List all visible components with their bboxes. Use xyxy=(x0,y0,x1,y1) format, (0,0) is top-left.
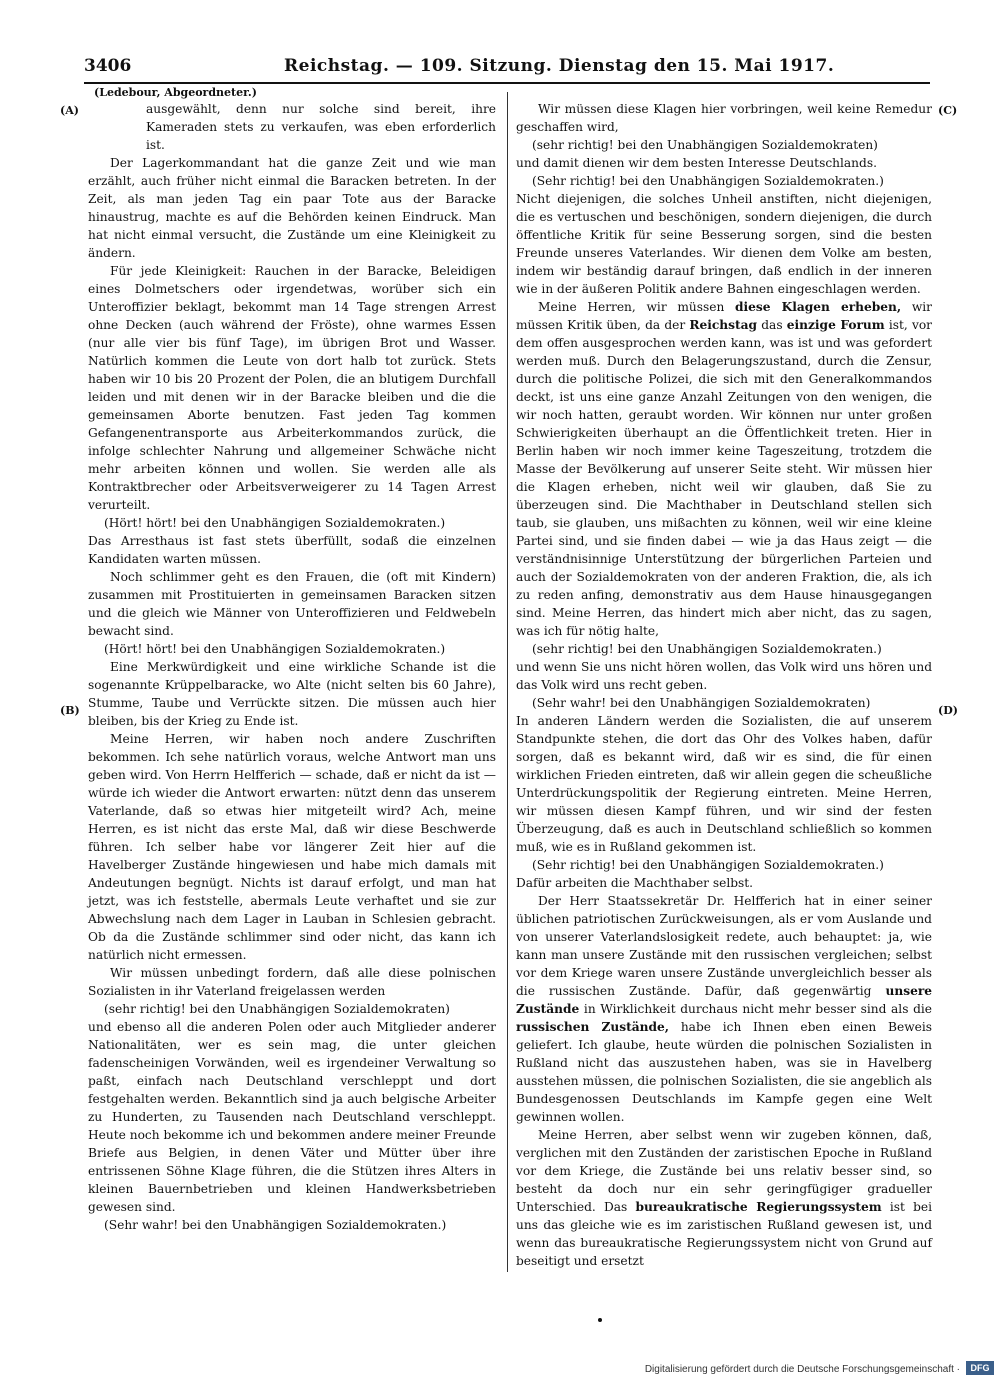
text-run: Meine Herren, wir müssen xyxy=(538,300,736,314)
paragraph: Nicht diejenigen, die solches Unheil anstiften, nicht diejenigen, die es vertuschen und beschönigen, sondern diejenigen, die durch öffentliche Kritik für seine Besserung sorgen, sind die besten Freunde unseres Vaterlandes. Wir dienen dem Volke am besten, indem wir beständig darauf bringen, daß endlich in der inneren wie in der äußeren Politik andere Bahnen eingeschlagen werden. xyxy=(516,192,932,296)
paragraph: In anderen Ländern werden die Sozialisten, die auf unserem Standpunkte stehen, die dort das Ohr des Volkes haben, dafür sorgen, daß es bekannt wird, daß wir es sind, die für einen wirklichen Frieden eintreten, daß wir allein gegen die scheußliche Unterdrückungspolitik der Regierung eintreten. Meine Herren, wir müssen diesen Kampf führen, und wir sind der festen Überzeugung, daß es auch in Deutschland schließlich so kommen muß, wie es in Rußland gekommen ist. xyxy=(516,714,932,854)
text-run: in Wirklichkeit durchaus nicht mehr besser sind als die xyxy=(579,1002,932,1016)
interjection: (sehr richtig! bei den Unabhängigen Sozialdemokraten) xyxy=(532,138,878,152)
page-number: 3406 xyxy=(84,56,132,76)
paragraph: Für jede Kleinigkeit: Rauchen in der Baracke, Beleidigen eines Dolmetschers oder irgendetwas, worüber sich ein Unteroffizier beklagt, bekommt man 14 Tage strengen Arrest ohne Decken (auch während der Fröste), ohne warmes Essen (nur alle vier bis fünf Tage), im übrigen Brot und Wasser. Natürlich kommen die Leute von dort halb tot zurück. Stets haben wir 10 bis 20 Prozent der Polen, die an blutigem Durchfall leiden und mit denen wir in der Baracke bleiben und die die gemeinsamen Aborte benutzen. Fast jeden Tag kommen Gefangenentransporte aus Arbeiterkommandos zurück, die infolge schlechter Nahrung und allgemeiner Schwäche nicht mehr arbeiten können und wollen. Sie werden alle als Kontraktbrecher oder Arbeitsverweigerer zu 14 Tagen Arrest verurteilt. xyxy=(88,264,496,512)
emphasis: unsere Zustände xyxy=(516,984,932,1016)
margin-marker-c: (C) xyxy=(938,104,958,117)
interjection: (sehr richtig! bei den Unabhängigen Sozialdemokraten) xyxy=(104,1002,450,1016)
interjection: (Sehr wahr! bei den Unabhängigen Sozialdemokraten.) xyxy=(104,1218,447,1232)
margin-marker-d: (D) xyxy=(938,704,958,717)
paragraph: Der Lagerkommandant hat die ganze Zeit und wie man erzählt, auch früher nicht einmal die Baracken betreten. In der Zeit, als man jeden Tag ein paar Tote aus der Baracke hinaustrug, machte es auf die Behörden keinen Eindruck. Man hat nicht einmal versucht, die Zustände um eine Kleinigkeit zu ändern. xyxy=(88,156,496,260)
emphasis: einzige Forum xyxy=(786,318,885,332)
speaker-tag: (Ledebour, Abgeordneter.) xyxy=(94,86,257,99)
interjection: (Hört! hört! bei den Unabhängigen Sozialdemokraten.) xyxy=(104,642,446,656)
funding-note: Digitalisierung gefördert durch die Deutsche Forschungsgemeinschaft · xyxy=(644,1364,960,1375)
paragraph: Wir müssen diese Klagen hier vorbringen, weil keine Remedur geschaffen wird, xyxy=(516,102,932,134)
emphasis: bureaukratische Regierungssystem xyxy=(635,1200,882,1214)
column-divider xyxy=(507,92,508,1272)
emphasis: diese Klagen erheben, xyxy=(735,300,902,314)
paragraph: Dafür arbeiten die Machthaber selbst. xyxy=(516,876,754,890)
paragraph: und damit dienen wir dem besten Interesse Deutschlands. xyxy=(516,156,877,170)
text-run: habe ich Ihnen eben einen Beweis geliefert. Ich glaube, heute würden die polnischen Sozialisten in Rußland nicht das auszustehen haben, was sie in Havelberg ausstehen müssen, die polnischen Sozialisten, die sie angeblich als Bundesgenossen Deutschlands im Kampfe gegen eine Welt gewinnen wollen. xyxy=(516,1020,932,1124)
interjection: (Sehr richtig! bei den Unabhängigen Sozialdemokraten.) xyxy=(532,174,884,188)
paragraph xyxy=(516,298,932,640)
paragraph: Wir müssen unbedingt fordern, daß alle diese polnischen Sozialisten in ihr Vaterland freigelassen werden xyxy=(88,966,496,998)
paragraph: und wenn Sie uns nicht hören wollen, das Volk wird uns hören und das Volk wird uns recht geben. xyxy=(516,660,932,692)
right-column xyxy=(516,100,932,1270)
left-column xyxy=(88,100,496,1234)
paragraph xyxy=(516,1126,932,1270)
page-title: Reichstag. — 109. Sitzung. Dienstag den 15. Mai 1917. xyxy=(284,56,835,76)
paragraph: Eine Merkwürdigkeit und eine wirkliche Schande ist die sogenannte Krüppelbaracke, wo Alte (nicht selten bis 60 Jahre), Stumme, Taube und Verrückte sitzen. Die müssen auch hier bleiben, bis der Krieg zu Ende ist. xyxy=(88,660,496,728)
paragraph: ausgewählt, denn nur solche sind bereit, ihre Kameraden stets zu verkaufen, was eben erforderlich ist. xyxy=(146,102,496,152)
text-run: das xyxy=(757,318,787,332)
page-header xyxy=(84,52,930,84)
text-run: wir müssen Kritik üben, da der xyxy=(516,300,932,332)
paragraph: und ebenso all die anderen Polen oder auch Mitglieder anderer Nationalitäten, wer es sein mag, die unter gleichen fadenscheinigen Vorwänden, weil es irgendeiner Verwaltung so paßt, einfach nach Deutschland verschleppt und dort festgehalten werden. Bekanntlich sind ja auch belgische Arbeiter zu Hunderten, zu Tausenden nach Deutschland verschleppt. Heute noch bekomme ich und bekommen andere meiner Freunde Briefe aus Belgien, in denen Väter und Mütter über ihre entrissenen Söhne Klage führen, die die Stützen ihres Alters in kleinen Bauernbetrieben und kleinen Handwerksbetrieben gewesen sind. xyxy=(88,1020,496,1214)
emphasis: Reichstag xyxy=(689,318,758,332)
text-run: Meine Herren, aber selbst wenn wir zugeben können, daß, verglichen mit den Zuständen der zaristischen Epoche in Rußland vor dem Kriege, die Zustände bei uns relativ besser sind, so besteht da doch nur ein sehr geringfügiger gradueller Unterschied. Das xyxy=(516,1128,932,1214)
dfg-logo-icon: DFG xyxy=(966,1361,994,1375)
paragraph: Noch schlimmer geht es den Frauen, die (oft mit Kindern) zusammen mit Prostituierten in gemeinsamen Baracken sitzen und die gleich wie Männer von Unteroffizieren und Feldwebeln bewacht sind. xyxy=(88,570,496,638)
interjection: (sehr richtig! bei den Unabhängigen Sozialdemokraten.) xyxy=(532,642,882,656)
margin-marker-b: (B) xyxy=(60,704,80,717)
paragraph xyxy=(516,892,932,1126)
text-run: ist bei uns das gleiche wie es im zaristischen Rußland gewesen ist, und wenn das bureaukratische Regierungssystem nicht von Grund auf beseitigt und ersetzt xyxy=(516,1200,932,1268)
paragraph: Meine Herren, wir haben noch andere Zuschriften bekommen. Ich sehe natürlich voraus, welche Antwort man uns geben wird. Von Herrn Helfferich — schade, daß er nicht da ist — würde ich wieder die Antwort erwarten: nützt denn das unserem Vaterlande, daß so etwas hier mitgeteilt wird? Ach, meine Herren, es ist nicht das erste Mal, daß wir diese Beschwerde führen. Ich selber habe vor längerer Zeit hier auf die Havelberger Zustände hingewiesen und habe mich damals mit Andeutungen begnügt. Nichts ist darauf erfolgt, und man hat jetzt, was ich feststelle, abermals Leute verhaftet und sie zur Abwechslung nach dem Lager in Lauban in Schlesien gebracht. Ob da die Zustände schlimmer sind oder nicht, das kann ich natürlich nicht ermessen. xyxy=(88,732,496,962)
paragraph: Das Arresthaus ist fast stets überfüllt, sodaß die einzelnen Kandidaten warten müssen. xyxy=(88,534,496,566)
interjection: (Sehr wahr! bei den Unabhängigen Sozialdemokraten) xyxy=(532,696,871,710)
signature-dot xyxy=(598,1318,602,1322)
interjection: (Hört! hört! bei den Unabhängigen Sozialdemokraten.) xyxy=(104,516,446,530)
emphasis: russischen Zustände, xyxy=(516,1020,670,1034)
text-run: Der Herr Staatssekretär Dr. Helfferich hat in einer seiner üblichen patriotischen Zurückweisungen, als er vom Auslande und von unserer Vaterlandslosigkeit redete, auch behauptet: ja, wie kann man unsere Zustände mit den russischen vergleichen; selbst vor dem Kriege waren unsere Zustände unvergleichlich besser als die russischen Zustände. Dafür, daß gegenwärtig xyxy=(516,894,932,998)
margin-marker-a: (A) xyxy=(60,104,79,117)
text-run: ist, vor dem offen ausgesprochen werden kann, was ist und was gefordert werden muß. Durch den Belagerungszustand, durch die Zensur, durch die politische Polizei, die sich mit den Generalkommandos deckt, ist uns eine ganze Anzahl Zeitungen von den wenigen, die wir noch hatten, geraubt worden. Wir können nur unter großen Schwierigkeiten überhaupt an die Öffentlichkeit treten. Hier in Berlin haben wir noch immer keine Tageszeitung, trotzdem die Masse der Bevölkerung auf unserer Seite steht. Wir müssen hier die Klagen erheben, nicht weil wir glauben, daß Sie zu überzeugen sind. Die Machthaber in Deutschland stellen sich taub, sie glauben, uns mißachten zu können, weil wir eine kleine Partei sind, und sie finden dabei — wie ja das Haus zeigt — die verständnisinnige Unterstützung der bürgerlichen Parteien und auch der Sozialdemokraten von der anderen Fraktion, die, als ich zu reden anfing, demonstrativ aus dem Hause hinausgegangen sind. Meine Herren, das hindert mich aber nicht, das zu sagen, was ich für nötig halte, xyxy=(516,318,932,638)
interjection: (Sehr richtig! bei den Unabhängigen Sozialdemokraten.) xyxy=(532,858,884,872)
